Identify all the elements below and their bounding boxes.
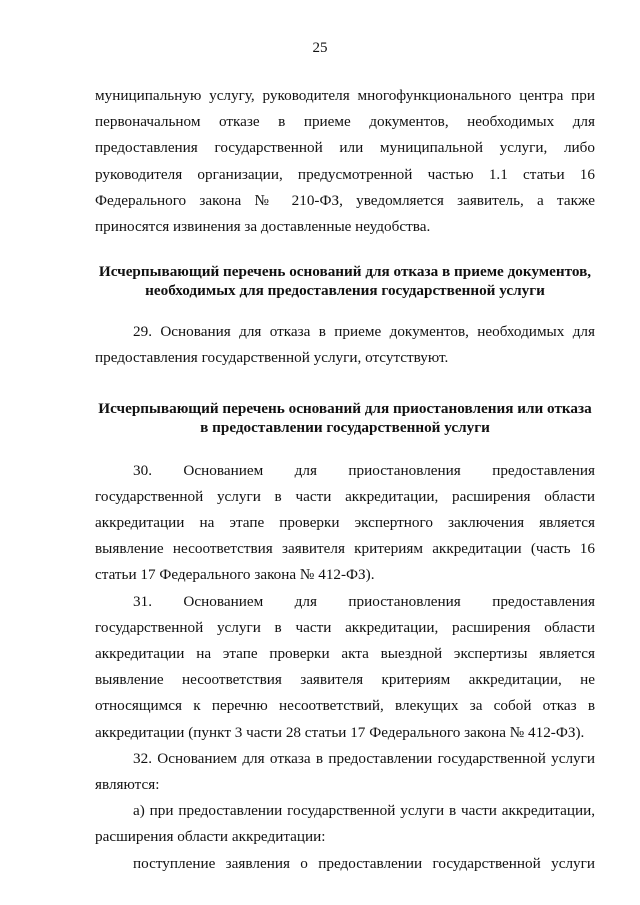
spacer [95, 437, 595, 458]
paragraph-30: 30. Основанием для приостановления предоставления государственной услуги в части аккредитации, расширения области аккредитации на этапе проверки экспертного заключения является выявление несоответствия заявителя критериям аккредитации (часть 16 статьи 17 Федерального закона № 412-ФЗ). [95, 461, 595, 584]
section-heading-suspension-refusal: Исчерпывающий перечень оснований для приостановления или отказа в предоставлении государственной услуги [98, 399, 592, 436]
paragraph-31: 31. Основанием для приостановления предоставления государственной услуги в части аккредитации, расширения области аккредитации на этапе проверки акта выездной экспертизы является выявление несоответствия заявителя критериям аккредитации, не относящимся к перечню несоответствий, влекущих за собой отказ в аккредитации (пункт 3 части 28 статьи 17 Федерального закона № 412-ФЗ). [95, 592, 595, 741]
spacer [95, 240, 595, 262]
spacer [95, 300, 595, 319]
paragraph-32: 32. Основанием для отказа в предоставлении государственной услуги являются: [95, 749, 595, 794]
spacer [95, 372, 595, 399]
section-heading-refusal-documents: Исчерпывающий перечень оснований для отказа в приеме документов, необходимых для предоставления государственной услуги [98, 263, 592, 300]
paragraph-intro: муниципальную услугу, руководителя многофункционального центра при первоначальном отказе в приеме документов, необходимых для предоставления государственной или муниципальной услуги, либо руководителя организации, предусмотренной частью 1.1 статьи 16 Федерального закона № 210-ФЗ, уведомляется заявитель, а также приносятся извинения за доставленные неудобства. [95, 87, 595, 236]
paragraph-32-a: а) при предоставлении государственной услуги в части аккредитации, расширения области аккредитации: [95, 802, 595, 846]
page-body [95, 83, 595, 877]
page-number: 25 [312, 40, 328, 56]
paragraph-32-a-continued: поступление заявления о предоставлении государственной услуги [133, 854, 595, 872]
paragraph-29: 29. Основания для отказа в приеме документов, необходимых для предоставления государственной услуги, отсутствуют. [95, 323, 595, 367]
